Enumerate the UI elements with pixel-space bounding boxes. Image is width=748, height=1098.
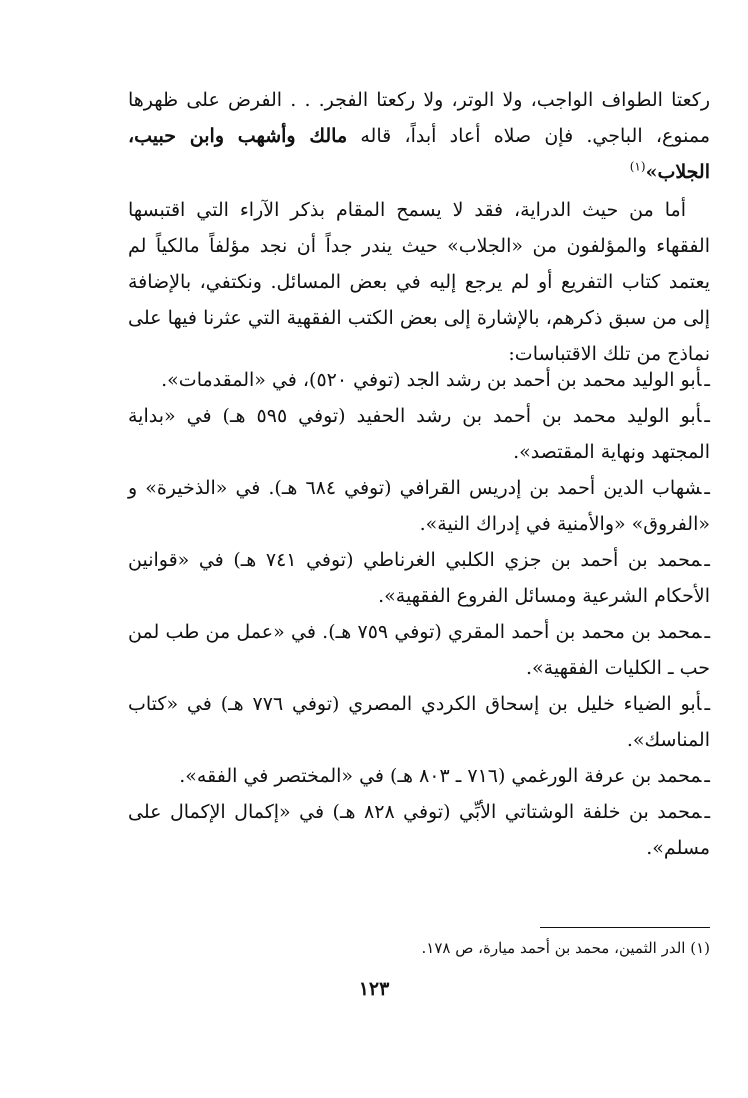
list-item bbox=[128, 794, 710, 866]
list-item bbox=[128, 686, 710, 758]
page-number: ١٢٣ bbox=[358, 978, 390, 1000]
list-dash: ـ bbox=[704, 477, 710, 499]
list-item bbox=[128, 758, 710, 794]
list-dash: ـ bbox=[704, 621, 711, 643]
list-item-text: أبو الوليد محمد بن أحمد بن رشد الجد (توفي ٥٢٠)، في «المقدمات». bbox=[161, 369, 702, 391]
footnote-divider bbox=[540, 927, 710, 928]
citations-list bbox=[128, 362, 710, 866]
list-dash: ـ bbox=[704, 549, 710, 571]
list-item bbox=[128, 362, 710, 398]
list-dash: ـ bbox=[704, 693, 711, 715]
footnote: (١) الدر الثمين، محمد بن أحمد ميارة، ص ١٧٨. bbox=[421, 939, 710, 957]
list-item bbox=[128, 398, 710, 470]
list-dash: ـ bbox=[704, 801, 711, 823]
intro-paragraph bbox=[128, 82, 710, 190]
intro-text: ركعتا الطواف الواجب، ولا الوتر، ولا ركعتا الفجر. . . الفرض على ظهرها ممنوع، الباجي. فإن صلاه أعاد أبداً، قاله bbox=[128, 89, 710, 147]
list-item bbox=[128, 614, 710, 686]
list-item-text: أبو الوليد محمد بن أحمد بن رشد الحفيد (توفي ٥٩٥ هـ) في «بداية المجتهد ونهاية المقتصد». bbox=[128, 405, 710, 463]
list-item-text: محمد بن خلفة الوشتاتي الأبِّي (توفي ٨٢٨ هـ) في «إكمال الإكمال على مسلم». bbox=[128, 801, 710, 859]
list-item-text: شهاب الدين أحمد بن إدريس القرافي (توفي ٦٨٤ هـ). في «الذخيرة» و «الفروق» «والأمنية في إدراك النية». bbox=[128, 477, 710, 535]
body-paragraph: أما من حيث الدراية، فقد لا يسمح المقام بذكر الآراء التي اقتبسها الفقهاء والمؤلفون من «الجلاب» حيث يندر جداً أن نجد مؤلفاً مالكياً لم يعتمد كتاب التفريع أو لم يرجع إليه في بعض المسائل. ونكتفي، بالإضافة إلى من سبق ذكرهم، بالإشارة إلى بعض الكتب الفقهية التي عثرنا فيها على نماذج من تلك الاقتباسات: bbox=[128, 199, 710, 365]
list-dash: ـ bbox=[704, 369, 710, 391]
list-item bbox=[128, 470, 710, 542]
list-item bbox=[128, 542, 710, 614]
list-item-text: محمد بن أحمد بن جزي الكلبي الغرناطي (توفي ٧٤١ هـ) في «قوانين الأحكام الشرعية ومسائل الفروع الفقهية». bbox=[128, 549, 710, 607]
list-item-text: أبو الضياء خليل بن إسحاق الكردي المصري (توفي ٧٧٦ هـ) في «كتاب المناسك». bbox=[128, 693, 710, 751]
list-dash: ـ bbox=[704, 405, 710, 427]
footnote-reference[interactable]: (١) bbox=[629, 159, 646, 174]
list-item-text: محمد بن عرفة الورغمي (٧١٦ ـ ٨٠٣ هـ) في «المختصر في الفقه». bbox=[179, 765, 702, 787]
intro-bold-names: مالك وأشهب وابن حبيب، الجلاب» bbox=[128, 125, 710, 183]
list-item-text: محمد بن محمد بن أحمد المقري (توفي ٧٥٩ هـ). في «عمل من طب لمن حب ـ الكليات الفقهية». bbox=[128, 621, 710, 679]
list-dash: ـ bbox=[704, 765, 710, 787]
